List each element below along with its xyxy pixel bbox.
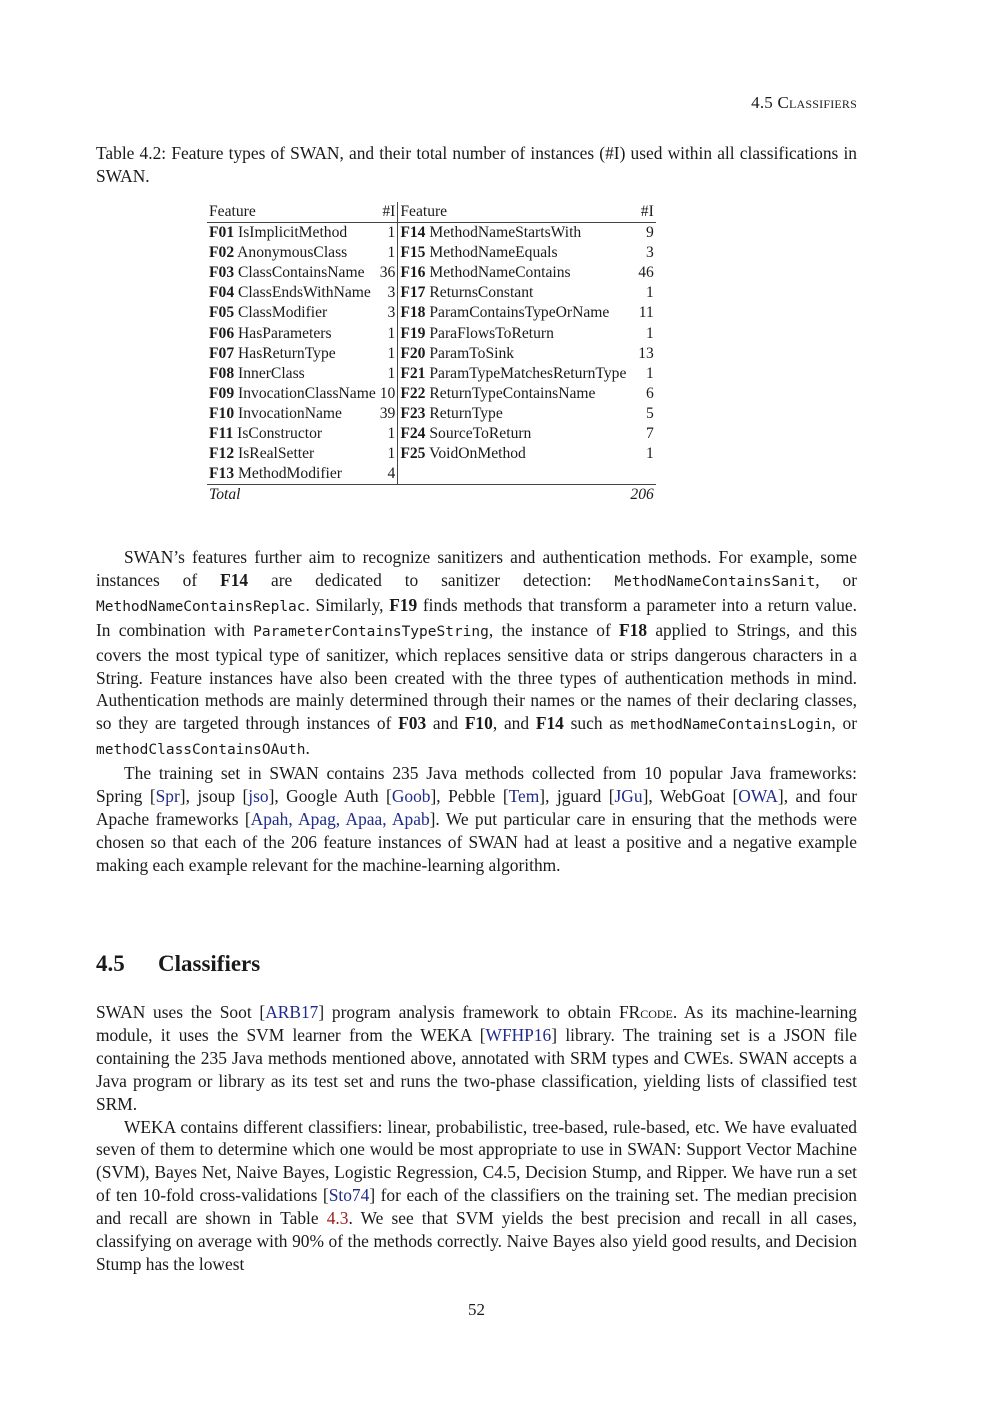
citation-link[interactable]: Sto74	[328, 1185, 370, 1206]
feature-id: F01	[209, 224, 235, 242]
paragraph-soot: SWAN uses the Soot [ARB17] program analysis framework to obtain FRcode. As its machine-learning module, it uses the SVM learner from the WEKA [WFHP16] library. The training set is a JSON file containing the 235 Java methods mentioned above, annotated with SRM types and CWEs. SWAN accepts a Java program or library as its test set and runs the two-phase classification, yielding lists of classified test SRM.	[96, 1002, 857, 1114]
feature-name: MethodNameContains	[429, 264, 571, 282]
feature-id: F13	[209, 465, 235, 483]
feature-name: IsRealSetter	[238, 445, 315, 463]
feature-name: ReturnsConstant	[429, 284, 534, 302]
feature-name: MethodModifier	[238, 465, 342, 483]
table-row	[207, 344, 656, 364]
feature-name: ParamTypeMatchesReturnType	[429, 364, 627, 382]
feature-id: F02	[209, 244, 235, 262]
feature-name: HasParameters	[238, 324, 332, 342]
feature-count: 1	[378, 344, 398, 364]
running-head: 4.5 Classifiers	[751, 93, 857, 112]
caption-label: Table 4.2:	[96, 143, 167, 163]
feature-table	[207, 202, 656, 505]
feature-name: MethodNameStartsWith	[429, 224, 582, 242]
table-row	[207, 404, 656, 424]
table-row	[207, 223, 656, 244]
code-snippet: methodNameContainsLogin	[630, 717, 832, 734]
feature-count: 1	[378, 243, 398, 263]
feature-name: IsImplicitMethod	[238, 224, 348, 242]
empty-cell	[398, 464, 629, 485]
citation-link[interactable]: jso	[248, 786, 269, 807]
feature-name: SourceToReturn	[429, 425, 532, 443]
paragraph-weka: WEKA contains different classifiers: linear, probabilistic, tree-based, rule-based, etc. We have evaluated seven of them to determine which one would be most appropriate to use in SWAN: Support Vector Machine (SVM), Bayes Net, Naive Bayes, Logistic Regression, C4.5, Decision Stump, and Ripper. We have run a set of ten 10-fold cross-validations [Sto74] for each of the classifiers on the training set. The median precision and recall are shown in Table 4.3. We see that SVM yields the best precision and recall in all cases, classifying on average with 90% of the methods correctly. Naive Bayes also yield good results, and Decision Stump has the lowest	[96, 1116, 857, 1274]
code-snippet: MethodNameContainsReplac	[96, 598, 306, 615]
feature-name: AnonymousClass	[237, 244, 348, 262]
feature-name: InnerClass	[238, 364, 305, 382]
body-section-features	[96, 546, 857, 877]
feature-id: F10	[209, 404, 235, 422]
feature-id: F08	[209, 364, 235, 382]
section-title-text: Classifiers	[158, 951, 261, 976]
paragraph-training-set: The training set in SWAN contains 235 Java methods collected from 10 popular Java frameworks: Spring [Spr], jsoup [jso], Google Auth [Goob], Pebble [Tem], jguard [JGu], WebGoat [OWA], and four Apache frameworks [Apah, Apag, Apaa, Apab]. We put particular care in ensuring that the methods were chosen so that each of the 206 feature instances of SWAN had at least a positive and a negative example making each example relevant for the machine-learning algorithm.	[96, 763, 857, 875]
feature-count: 6	[645, 384, 654, 402]
feature-count: 1	[645, 324, 654, 342]
feature-name: ClassContainsName	[238, 264, 365, 282]
feature-count: 9	[645, 224, 654, 242]
feature-id: F05	[209, 304, 235, 322]
feature-name: ReturnTypeContainsName	[429, 384, 596, 402]
table-row	[207, 324, 656, 344]
feature-count: 46	[638, 264, 654, 282]
feature-id: F14	[400, 224, 426, 242]
feature-count: 1	[378, 444, 398, 464]
feature-name: ReturnType	[429, 404, 503, 422]
feature-name: IsConstructor	[237, 425, 323, 443]
feature-id: F25	[400, 445, 426, 463]
feature-id: F04	[209, 284, 235, 302]
feature-name: ClassEndsWithName	[238, 284, 371, 302]
feature-count: 1	[645, 284, 654, 302]
header-feature-right: Feature	[398, 202, 629, 223]
empty-cell	[628, 464, 655, 485]
citation-link[interactable]: JGu	[614, 786, 643, 807]
citation-link[interactable]: Apab	[391, 808, 430, 829]
feature-count: 1	[378, 324, 398, 344]
feature-name: MethodNameEquals	[429, 244, 558, 262]
table-header-row	[207, 202, 656, 223]
feature-name: HasReturnType	[238, 344, 336, 362]
feature-count: 13	[638, 344, 654, 362]
paragraph-sanitizers: SWAN’s features further aim to recognize sanitizers and authentication methods. For example, some instances of F14 are dedicated to sanitizer detection: MethodNameContainsSanit, or MethodNameContainsReplac. Similarly, F19 finds methods that transform a parameter into a return value. In combination with ParameterContainsTypeString, the instance of F18 applied to Strings, and this covers the most typical type of sanitizer, which replaces sensitive data or strips dangerous characters in a String. Feature instances have also been created with the three types of authentication methods in mind. Authentication methods are mainly determined through their names or the names of their declaring classes, so they are targeted through instances of F03 and F10, and F14 such as methodNameContainsLogin, or methodClassContainsOAuth.	[96, 547, 858, 759]
feature-id: F18	[400, 304, 426, 322]
header-count-left: #I	[378, 202, 398, 223]
section-heading	[96, 951, 260, 977]
table-row	[207, 384, 656, 404]
feature-count: 3	[645, 244, 654, 262]
feature-id: F23	[400, 404, 426, 422]
feature-id: F16	[400, 264, 426, 282]
header-feature-left: Feature	[207, 202, 378, 223]
feature-count: 1	[378, 424, 398, 444]
feature-id: F20	[400, 344, 426, 362]
code-snippet: methodClassContainsOAuth	[96, 742, 306, 759]
feature-count: 4	[378, 464, 398, 485]
table-reference-link[interactable]: 4.3	[326, 1208, 349, 1229]
feature-id: F22	[400, 384, 426, 402]
feature-count: 3	[378, 303, 398, 323]
feature-count: 39	[378, 404, 398, 424]
caption-text: Feature types of SWAN, and their total number of instances (#I) used within all classifications in SWAN.	[96, 143, 857, 186]
feature-id: F15	[400, 244, 426, 262]
citation-link[interactable]: Tem	[508, 786, 540, 807]
feature-name: InvocationName	[238, 404, 342, 422]
feature-name: ClassModifier	[238, 304, 328, 322]
citation-link[interactable]: WFHP16	[485, 1024, 552, 1045]
feature-id: F24	[400, 425, 426, 443]
feature-count: 1	[378, 223, 398, 244]
feature-name: ParaFlowsToReturn	[429, 324, 554, 342]
page-number: 52	[468, 1300, 485, 1319]
feature-count: 3	[378, 283, 398, 303]
table-total-row	[207, 485, 656, 506]
citation-link[interactable]: Apag	[298, 808, 336, 829]
citation-link[interactable]: OWA	[738, 786, 778, 807]
feature-id: F19	[400, 324, 426, 342]
feature-id: F09	[209, 384, 235, 402]
feature-count: 36	[378, 263, 398, 283]
body-section-classifiers	[96, 1001, 857, 1276]
feature-name: ParamToSink	[429, 344, 515, 362]
feature-id: F06	[209, 324, 235, 342]
table-row	[207, 243, 656, 263]
feature-id: F07	[209, 344, 235, 362]
table-row	[207, 283, 656, 303]
code-snippet: ParameterContainsTypeString	[253, 623, 489, 640]
feature-count: 1	[645, 364, 654, 382]
feature-count: 1	[378, 364, 398, 384]
total-value: 206	[628, 485, 655, 506]
citation-link[interactable]: ARB17	[265, 1002, 319, 1022]
table-row	[207, 303, 656, 323]
code-snippet: MethodNameContainsSanit	[614, 573, 816, 590]
header-count-right: #I	[628, 202, 655, 223]
section-number: 4.5	[96, 951, 125, 976]
table-row	[207, 364, 656, 384]
citation-link[interactable]: Apah	[250, 808, 289, 829]
table-row	[207, 444, 656, 464]
feature-id: F12	[209, 445, 235, 463]
feature-name: ParamContainsTypeOrName	[429, 304, 610, 322]
citation-link[interactable]: Spr	[155, 786, 180, 807]
feature-count: 5	[645, 404, 654, 422]
feature-count: 11	[638, 304, 654, 322]
feature-name: InvocationClassName	[238, 384, 376, 402]
table-caption	[96, 142, 857, 188]
table-row	[207, 263, 656, 283]
table-row	[207, 464, 656, 485]
citation-link[interactable]: Apaa	[345, 808, 383, 829]
total-label: Total	[207, 485, 378, 506]
citation-link[interactable]: Goob	[391, 786, 431, 807]
feature-id: F21	[400, 364, 426, 382]
feature-count: 10	[378, 384, 398, 404]
feature-id: F17	[400, 284, 426, 302]
feature-id: F03	[209, 264, 235, 282]
feature-count: 1	[645, 445, 654, 463]
feature-name: VoidOnMethod	[429, 445, 526, 463]
table-row	[207, 424, 656, 444]
feature-count: 7	[645, 425, 654, 443]
feature-id: F11	[209, 425, 234, 443]
